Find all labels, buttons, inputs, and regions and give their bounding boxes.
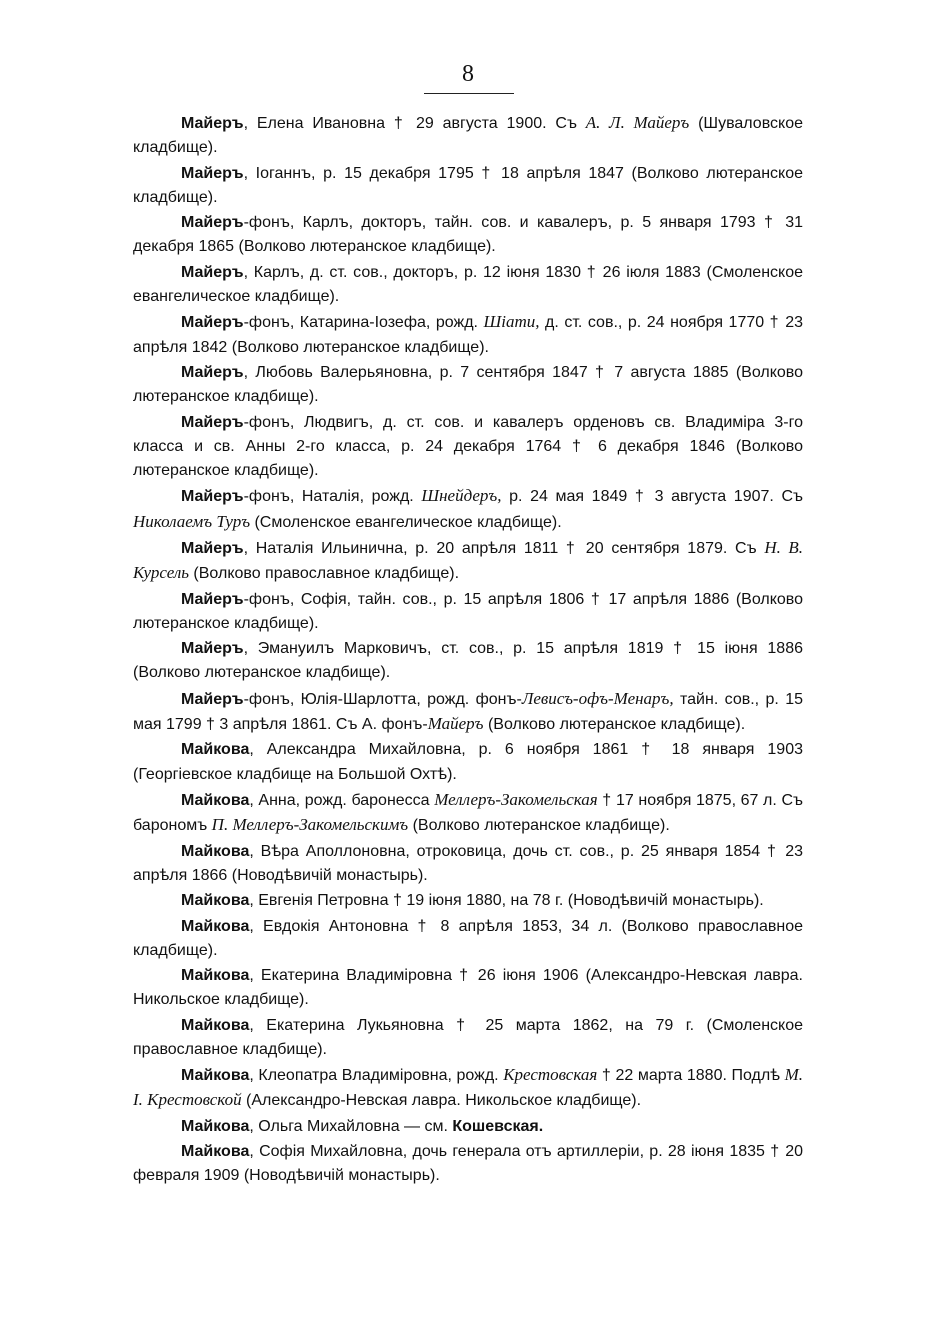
surname-name: Майеръ: [181, 115, 244, 132]
surname-name: Майеръ: [181, 164, 244, 182]
entry: [133, 484, 803, 534]
entry-text: , Карлъ, д. ст. сов., докторъ, р. 12 іюня 1830 † 26 іюля 1883 (Смоленское евангелическое кладбище).: [133, 263, 803, 305]
entry: [133, 211, 803, 259]
entry: [133, 588, 803, 636]
surname-name: Майеръ: [181, 488, 244, 506]
reference-name: П. Меллеръ-Закомельскимъ: [211, 815, 409, 835]
reference-name: Левисъ-офъ-Менаръ,: [521, 688, 674, 708]
surname-name: Майеръ: [181, 263, 244, 281]
entry-text: , Евдокія Антоновна † 8 апрѣля 1853, 34 л. (Волково православное кладбище).: [133, 917, 803, 959]
entry-text: (Александро-Невская лавра. Никольское кладбище).: [241, 1092, 642, 1110]
entry-text: -фонъ, Наталія, рожд.: [243, 488, 422, 506]
entry-text: -фонъ, Юлія-Шарлотта, рожд. фонъ-: [243, 690, 522, 708]
entry-text: р. 24 мая 1849 † 3 августа 1907. Съ: [501, 488, 804, 506]
entry: [133, 840, 803, 888]
entry: [133, 1115, 803, 1139]
reference-name: Н. В. Курсель: [133, 537, 803, 583]
entry-text: , Наталія Ильинична, р. 20 апрѣля 1811 † 20 сентября 1879. Съ: [243, 539, 765, 557]
surname-name: Майеръ: [181, 690, 244, 708]
entry: [133, 411, 803, 484]
reference-name: Крестовская: [503, 1065, 598, 1085]
reference-name: А. Л. Майеръ: [585, 113, 690, 132]
entry: [133, 687, 803, 737]
entry: [133, 310, 803, 359]
entry: [133, 111, 803, 160]
surname-name: Майеръ: [181, 214, 244, 232]
entry-text: , Эмануилъ Марковичъ, ст. сов., р. 15 апрѣля 1819 † 15 іюня 1886 (Волково лютеранское кладбище).: [133, 640, 803, 682]
entry-text: , Любовь Валерьяновна, р. 7 сентября 1847 † 7 августа 1885 (Волково лютеранское кладбище).: [133, 363, 803, 406]
entry-text: -фонъ, Людвигъ, д. ст. сов. и кавалеръ орденовъ св. Владиміра 3-го класса и св. Анны 2-го класса, р. 24 декабря 1764 † 6 декабря 1846 (Волково лютеранское кладбище).: [133, 413, 803, 479]
entry-text: (Смоленское евангелическое кладбище).: [250, 513, 562, 531]
page-number: 8: [462, 61, 474, 87]
entry: [133, 162, 803, 210]
entry: [133, 964, 803, 1012]
cross-reference: Кошевская.: [452, 1117, 544, 1135]
entry-text: , Іоганнъ, р. 15 декабря 1795 † 18 апрѣля 1847 (Волково лютеранское кладбище).: [133, 164, 803, 206]
entry-text: , Софія Михайловна, дочь генерала отъ артиллеріи, р. 28 іюня 1835 † 20 февраля 1909 (Новодѣвичій монастырь).: [133, 1143, 803, 1185]
entry-text: (Волково лютеранское кладбище).: [483, 715, 746, 733]
entry-text: (Волково православное кладбище).: [188, 565, 460, 583]
surname-name: Майеръ: [181, 314, 244, 332]
surname-name: Майеръ: [181, 640, 244, 658]
entry-text: (Волково лютеранское кладбище).: [408, 817, 670, 835]
surname-name: Майеръ: [181, 539, 244, 557]
entry: [133, 637, 803, 685]
entry-text: , Евгенія Петровна † 19 іюня 1880, на 78 г. (Новодѣвичій монастырь).: [249, 892, 764, 910]
entry-text: -фонъ, Карлъ, докторъ, тайн. сов. и кавалеръ, р. 5 января 1793 † 31 декабря 1865 (Волково лютеранское кладбище).: [133, 214, 803, 256]
entry: [133, 915, 803, 963]
entry-text: -фонъ, Софія, тайн. сов., р. 15 апрѣля 1806 † 17 апрѣля 1886 (Волково лютеранское кладбище).: [133, 590, 803, 632]
entry: [133, 361, 803, 409]
reference-name: Майеръ: [427, 713, 484, 733]
entry: [133, 788, 803, 838]
entry-text: , Александра Михайловна, р. 6 ноября 1861 † 18 января 1903 (Георгіевское кладбище на Большой Охтѣ).: [133, 741, 803, 783]
surname-name: Майкова: [181, 1117, 250, 1135]
surname-name: Майкова: [181, 842, 250, 860]
entry-text: , Ольга Михайловна — см.: [249, 1117, 453, 1135]
entry-text: -фонъ, Катарина-Іозефа, рожд.: [243, 314, 484, 332]
entry: [133, 1140, 803, 1188]
surname-name: Майкова: [181, 917, 250, 935]
entry-list: [133, 111, 803, 1190]
entry-text: † 22 марта 1880. Подлѣ: [597, 1067, 785, 1085]
page-number-rule: [424, 93, 514, 94]
entry-text: † 17 ноября 1875, 67 л. Съ барономъ: [133, 791, 803, 835]
entry: [133, 738, 803, 786]
surname-name: Майкова: [181, 967, 250, 985]
reference-name: Меллеръ-Закомельская: [434, 789, 598, 809]
entry: [133, 261, 803, 309]
surname-name: Майеръ: [181, 590, 244, 608]
surname-name: Майкова: [181, 791, 250, 809]
surname-name: Майкова: [181, 892, 250, 910]
entry-text: , Анна, рожд. баронесса: [249, 791, 435, 809]
entry-text: , Клеопатра Владиміровна, рожд.: [249, 1067, 504, 1085]
entry-text: (Шуваловское кладбище).: [133, 115, 804, 157]
reference-name: Николаемъ Туръ: [133, 511, 251, 531]
reference-name: Шнейдеръ,: [421, 486, 502, 506]
reference-name: Шіати,: [483, 312, 540, 332]
entry: [133, 889, 803, 913]
entry-text: , Вѣра Аполлоновна, отроковица, дочь ст. сов., р. 25 января 1854 † 23 апрѣля 1866 (Новодѣвичій монастырь).: [133, 842, 803, 884]
entry: [133, 1063, 803, 1113]
entry-text: тайн. сов., р. 15 мая 1799 † 3 апрѣля 1861. Съ А. фонъ-: [133, 690, 803, 733]
entry: [133, 536, 803, 586]
surname-name: Майкова: [181, 1067, 250, 1085]
surname-name: Майеръ: [181, 363, 244, 381]
entry-text: д. ст. сов., р. 24 ноября 1770 † 23 апрѣля 1842 (Волково лютеранское кладбище).: [133, 314, 803, 356]
entry-text: , Елена Ивановна † 29 августа 1900. Съ: [243, 115, 586, 132]
surname-name: Майкова: [181, 741, 250, 759]
reference-name: М. І. Крестовской: [133, 1065, 804, 1110]
entry: [133, 1014, 803, 1062]
entry-text: , Екатерина Владиміровна † 26 іюня 1906 (Александро-Невская лавра. Никольское кладбище).: [133, 967, 803, 1009]
surname-name: Майкова: [181, 1016, 250, 1034]
surname-name: Майкова: [181, 1143, 250, 1161]
entry-text: , Екатерина Лукьяновна † 25 марта 1862, на 79 г. (Смоленское православное кладбище).: [133, 1016, 803, 1058]
surname-name: Майеръ: [181, 413, 244, 431]
